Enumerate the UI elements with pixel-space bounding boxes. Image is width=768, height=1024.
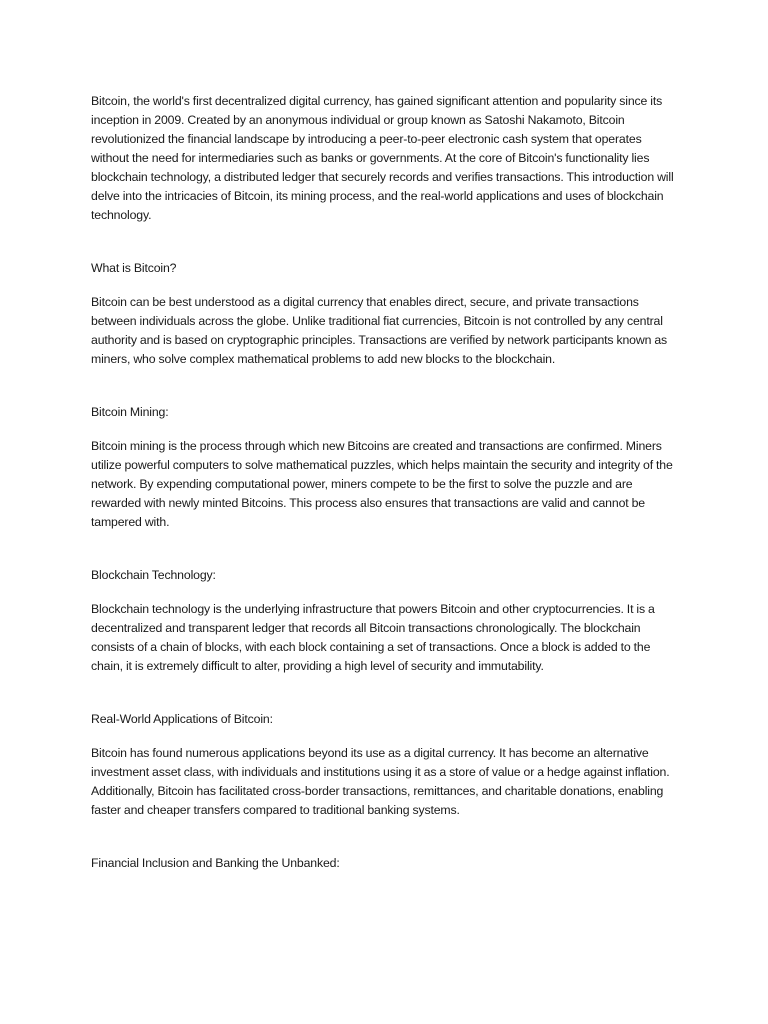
intro-paragraph: Bitcoin, the world's first decentralized digital currency, has gained significant attention and popularity since its inception in 2009. Created by an anonymous individual or group known as Satoshi Nakamoto, Bitcoin revolutionized the financial landscape by introducing a peer-to-peer electronic cash system that operates without the need for intermediaries such as banks or governments. At the core of Bitcoin's functionality lies blockchain technology, a distributed ledger that securely records and verifies transactions. This introduction will delve into the intricacies of Bitcoin, its mining process, and the real-world applications and uses of blockchain technology.: [91, 94, 674, 222]
section-heading-blockchain-technology: Blockchain Technology:: [91, 568, 216, 582]
spacer: [91, 820, 681, 854]
spacer: [91, 422, 681, 437]
section-body-real-world-applications: Bitcoin has found numerous applications beyond its use as a digital currency. It has become an alternative investment asset class, with individuals and institutions using it as a store of value or a hedge against inflation. Additionally, Bitcoin has facilitated cross-border transactions, remittances, and charitable donations, enabling faster and cheaper transfers compared to traditional banking systems.: [91, 746, 670, 817]
section-heading-bitcoin-mining: Bitcoin Mining:: [91, 405, 169, 419]
section-heading-real-world-applications: Real-World Applications of Bitcoin:: [91, 712, 273, 726]
section-heading-what-is-bitcoin: What is Bitcoin?: [91, 261, 177, 275]
spacer: [91, 676, 681, 710]
section-heading-financial-inclusion: Financial Inclusion and Banking the Unbanked:: [91, 856, 340, 870]
section-body-what-is-bitcoin: Bitcoin can be best understood as a digital currency that enables direct, secure, and private transactions between individuals across the globe. Unlike traditional fiat currencies, Bitcoin is not controlled by any central authority and is based on cryptographic principles. Transactions are verified by network participants known as miners, who solve complex mathematical problems to add new blocks to the blockchain.: [91, 295, 668, 366]
spacer: [91, 369, 681, 403]
spacer: [91, 278, 681, 293]
spacer: [91, 729, 681, 744]
section-body-blockchain-technology: Blockchain technology is the underlying infrastructure that powers Bitcoin and other cryptocurrencies. It is a decentralized and transparent ledger that records all Bitcoin transactions chronologically. The blockchain consists of a chain of blocks, with each block containing a set of transactions. Once a block is added to the chain, it is extremely difficult to alter, providing a high level of security and immutability.: [91, 602, 655, 673]
section-body-bitcoin-mining: Bitcoin mining is the process through which new Bitcoins are created and transactions are confirmed. Miners utilize powerful computers to solve mathematical puzzles, which helps maintain the security and integrity of the network. By expending computational power, miners compete to be the first to solve the puzzle and are rewarded with newly minted Bitcoins. This process also ensures that transactions are valid and cannot be tampered with.: [91, 439, 673, 529]
spacer: [91, 532, 681, 566]
document-body: [91, 92, 681, 873]
spacer: [91, 225, 681, 259]
spacer: [91, 585, 681, 600]
